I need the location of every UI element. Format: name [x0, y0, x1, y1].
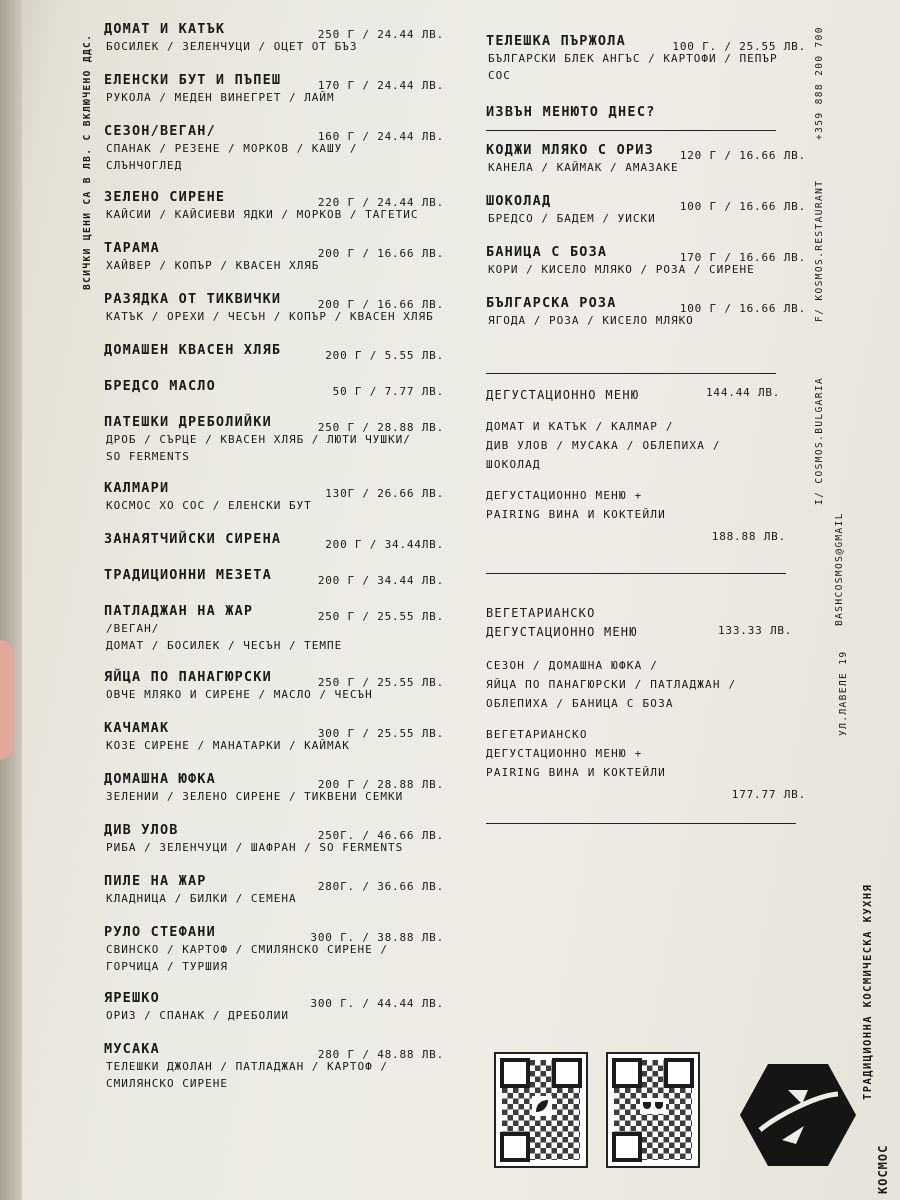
- item-price: 250 Г / 28.88 ЛВ.: [317, 421, 444, 434]
- item-price: 200 Г / 34.44ЛВ.: [325, 538, 444, 551]
- item-description: КОРИ / КИСЕЛО МЛЯКО / РОЗА / СИРЕНЕ: [488, 263, 755, 276]
- item-name: РУЛО СТЕФАНИ: [104, 924, 216, 940]
- veg-tasting-pairing-price: 177.77 ЛВ.: [731, 788, 806, 801]
- item-price: 280Г. / 36.66 ЛВ.: [317, 880, 444, 893]
- item-name: ДОМАШЕН КВАСЕН ХЛЯБ: [104, 342, 282, 358]
- text-line: ЯЙЦА ПО ПАНАГЮРСКИ / ПАТЛАДЖАН /: [486, 678, 737, 691]
- item-name: БАНИЦА С БОЗА: [486, 244, 608, 260]
- tasting-courses: [486, 417, 806, 474]
- text-line: ДИВ УЛОВ / МУСАКА / ОБЛЕПИХА /: [486, 439, 721, 452]
- item-name: ШОКОЛАД: [486, 193, 552, 209]
- item-price: 220 Г / 24.44 ЛВ.: [317, 196, 444, 209]
- item-name: ПАТЕШКИ ДРЕБОЛИЙКИ: [104, 414, 272, 430]
- menu-item: [104, 872, 444, 907]
- menu-item: [486, 192, 806, 227]
- text-line: ДЕГУСТАЦИОННО МЕНЮ +: [486, 747, 643, 760]
- item-description: SO FERMENTS: [106, 450, 190, 463]
- kosmos-logo: [738, 1060, 858, 1170]
- phone: +359 888 200 700: [814, 26, 825, 140]
- item-price: 200 Г / 28.88 ЛВ.: [317, 778, 444, 791]
- item-name: БРЕДСО МАСЛО: [104, 378, 216, 394]
- item-name: КОДЖИ МЛЯКО С ОРИЗ: [486, 142, 654, 158]
- item-description: СЛЪНЧОГЛЕД: [106, 159, 183, 172]
- right-column: [486, 32, 806, 834]
- menu-item: [104, 530, 444, 551]
- menu-item: [104, 20, 444, 55]
- qr-finder: [552, 1058, 582, 1088]
- item-price: 200 Г / 5.55 ЛВ.: [325, 349, 444, 362]
- menu-item: [104, 821, 444, 856]
- item-price: 170 Г / 24.44 ЛВ.: [317, 79, 444, 92]
- item-name: КАЧАМАК: [104, 720, 170, 736]
- item-name: ПАТЛАДЖАН НА ЖАР: [104, 603, 254, 619]
- menu-item: [104, 239, 444, 274]
- item-description: КОСМОС ХО СОС / ЕЛЕНСКИ БУТ: [106, 499, 312, 512]
- menu-item: [104, 290, 444, 325]
- vat-note: ВСИЧКИ ЦЕНИ СА В ЛВ. С ВКЛЮЧЕНО ДДС.: [82, 33, 93, 290]
- menu-item: [104, 566, 444, 587]
- menu-item: [486, 141, 806, 176]
- text-line: PAIRING ВИНА И КОКТЕЙЛИ: [486, 766, 666, 779]
- item-description: ОВЧЕ МЛЯКО И СИРЕНЕ / МАСЛО / ЧЕСЪН: [106, 688, 373, 701]
- item-description: СОС: [488, 69, 511, 82]
- item-price: 200 Г / 16.66 ЛВ.: [317, 247, 444, 260]
- item-name: ТАРАМА: [104, 240, 160, 256]
- tasting-price: 144.44 ЛВ.: [706, 386, 781, 399]
- item-price: 250 Г / 25.55 ЛВ.: [317, 676, 444, 689]
- item-description: КОЗЕ СИРЕНЕ / МАНАТАРКИ / КАЙМАК: [106, 739, 350, 752]
- divider: [486, 573, 786, 574]
- item-name: КАЛМАРИ: [104, 480, 170, 496]
- menu-item: [104, 377, 444, 398]
- veg-tasting-price: 133.33 ЛВ.: [718, 624, 793, 637]
- specials-heading: ИЗВЪН МЕНЮТО ДНЕС?: [486, 104, 656, 120]
- item-price: 250 Г / 24.44 ЛВ.: [317, 28, 444, 41]
- item-description: СПАНАК / РЕЗЕНЕ / МОРКОВ / КАШУ /: [106, 142, 358, 155]
- item-price: 300 Г / 25.55 ЛВ.: [317, 727, 444, 740]
- veg-tasting-menu: [486, 604, 806, 801]
- item-description: КАТЪК / ОРЕХИ / ЧЕСЪН / КОПЪР / КВАСЕН ХЛЯБ: [106, 310, 434, 323]
- brand-name: КОСМОС: [876, 1144, 890, 1194]
- divider: [486, 130, 776, 131]
- menu-item: [104, 770, 444, 805]
- qr-finder: [500, 1058, 530, 1088]
- item-price: 100 Г. / 25.55 ЛВ.: [672, 40, 806, 53]
- qr-finder: [612, 1058, 642, 1088]
- tagline: ТРАДИЦИОННА КОСМИЧЕСКА КУХНЯ: [862, 883, 874, 1100]
- item-description: ЗЕЛЕНИИ / ЗЕЛЕНО СИРЕНЕ / ТИКВЕНИ СЕМКИ: [106, 790, 404, 803]
- tasting-pairing-price: 188.88 ЛВ.: [711, 530, 786, 543]
- leaf-icon: [532, 1096, 552, 1116]
- menu-item: [104, 602, 444, 654]
- item-description: ХАЙВЕР / КОПЪР / КВАСЕН ХЛЯБ: [106, 259, 320, 272]
- menu-item: [104, 1040, 444, 1092]
- menu-item: [486, 243, 806, 278]
- veg-tasting-courses: [486, 656, 806, 713]
- item-price: 250Г. / 46.66 ЛВ.: [317, 829, 444, 842]
- text-line: ДЕГУСТАЦИОННО МЕНЮ +: [486, 489, 643, 502]
- item-name: ДОМАТ И КАТЪК: [104, 21, 226, 37]
- main-dishes-column: [104, 20, 444, 1106]
- item-name: ДИВ УЛОВ: [104, 822, 179, 838]
- text-line: ШОКОЛАД: [486, 458, 541, 471]
- item-name: ЕЛЕНСКИ БУТ И ПЪПЕШ: [104, 72, 282, 88]
- instagram-handle: I/ COSMOS.BULGARIA: [814, 376, 825, 505]
- item-name: ТЕЛЕШКА ПЪРЖОЛА: [486, 33, 626, 49]
- menu-item: [104, 341, 444, 362]
- item-description: СМИЛЯНСКО СИРЕНЕ: [106, 1077, 228, 1090]
- item-name: ЗАНАЯТЧИЙСКИ СИРЕНА: [104, 531, 282, 547]
- item-description: ОРИЗ / СПАНАК / ДРЕБОЛИИ: [106, 1009, 289, 1022]
- item-price: 50 Г / 7.77 ЛВ.: [332, 385, 444, 398]
- item-description: КАЙСИИ / КАЙСИЕВИ ЯДКИ / МОРКОВ / ТАГЕТИС: [106, 208, 419, 221]
- tasting-pairing: [486, 486, 806, 524]
- text-line: ДОМАТ И КАТЪК / КАЛМАР /: [486, 420, 674, 433]
- item-price: 100 Г / 16.66 ЛВ.: [679, 302, 806, 315]
- qr-code[interactable]: [494, 1052, 588, 1168]
- menu-item: [104, 413, 444, 465]
- divider: [486, 823, 796, 824]
- menu-item: [104, 923, 444, 975]
- item-price: 300 Г. / 44.44 ЛВ.: [310, 997, 444, 1010]
- item-description: КАНЕЛА / КАЙМАК / АМАЗАКЕ: [488, 161, 679, 174]
- item-name: БЪЛГАРСКА РОЗА: [486, 295, 617, 311]
- item-price: 170 Г / 16.66 ЛВ.: [679, 251, 806, 264]
- item-description: ДОМАТ / БОСИЛЕК / ЧЕСЪН / ТЕМПЕ: [106, 639, 343, 652]
- wine-icon: [640, 1098, 666, 1114]
- menu-item: [104, 188, 444, 223]
- qr-finder: [612, 1132, 642, 1162]
- item-name: ДОМАШНА ЮФКА: [104, 771, 216, 787]
- menu-item: [104, 479, 444, 514]
- menu-item: [486, 294, 806, 329]
- item-description: /ВЕГАН/: [106, 622, 160, 635]
- menu-item: [486, 32, 806, 84]
- tasting-menu: [486, 384, 806, 543]
- item-description: СВИНСКО / КАРТОФ / СМИЛЯНСКО СИРЕНЕ /: [106, 943, 389, 956]
- menu-item: [104, 719, 444, 754]
- item-name: МУСАКА: [104, 1041, 160, 1057]
- thumb: [0, 640, 14, 760]
- item-description: БОСИЛЕК / ЗЕЛЕНЧУЦИ / ОЦЕТ ОТ БЪЗ: [106, 40, 358, 53]
- item-price: 130Г / 26.66 ЛВ.: [325, 487, 444, 500]
- email: BASHCOSMOS@GMAIL: [834, 512, 845, 626]
- facebook-handle: F/ KOSMOS.RESTAURANT: [814, 179, 825, 322]
- page-edge-shadow: [0, 0, 22, 1200]
- item-description: ЯГОДА / РОЗА / КИСЕЛО МЛЯКО: [488, 314, 694, 327]
- item-price: 200 Г / 16.66 ЛВ.: [317, 298, 444, 311]
- item-name: ТРАДИЦИОННИ МЕЗЕТА: [104, 567, 272, 583]
- item-price: 160 Г / 24.44 ЛВ.: [317, 130, 444, 143]
- item-description: РУКОЛА / МЕДЕН ВИНЕГРЕТ / ЛАЙМ: [106, 91, 335, 104]
- item-price: 300 Г. / 38.88 ЛВ.: [310, 931, 444, 944]
- tasting-title: ДЕГУСТАЦИОННО МЕНЮ: [486, 388, 640, 402]
- divider: [486, 373, 776, 374]
- item-description: ТЕЛЕШКИ ДЖОЛАН / ПАТЛАДЖАН / КАРТОФ /: [106, 1060, 389, 1073]
- text-line: ВЕГЕТАРИАНСКО: [486, 728, 588, 741]
- text-line: ДЕГУСТАЦИОННО МЕНЮ: [486, 625, 638, 639]
- text-line: PAIRING ВИНА И КОКТЕЙЛИ: [486, 508, 666, 521]
- item-price: 280 Г / 48.88 ЛВ.: [317, 1048, 444, 1061]
- item-description: ДРОБ / СЪРЦЕ / КВАСЕН ХЛЯБ / ЛЮТИ ЧУШКИ/: [106, 433, 411, 446]
- veg-tasting-pairing: [486, 725, 806, 782]
- menu-item: [104, 668, 444, 703]
- item-price: 120 Г / 16.66 ЛВ.: [679, 149, 806, 162]
- item-description: КЛАДНИЦА / БИЛКИ / СЕМЕНА: [106, 892, 297, 905]
- menu-item: [104, 122, 444, 174]
- item-price: 250 Г / 25.55 ЛВ.: [317, 610, 444, 623]
- menu-item: [104, 989, 444, 1024]
- text-line: ОБЛЕПИХА / БАНИЦА С БОЗА: [486, 697, 674, 710]
- text-line: СЕЗОН / ДОМАШНА ЮФКА /: [486, 659, 659, 672]
- item-name: РАЗЯДКА ОТ ТИКВИЧКИ: [104, 291, 282, 307]
- item-name: ЯЙЦА ПО ПАНАГЮРСКИ: [104, 669, 272, 685]
- text-line: ВЕГЕТАРИАНСКО: [486, 606, 596, 620]
- item-name: ЗЕЛЕНО СИРЕНЕ: [104, 189, 226, 205]
- item-description: РИБА / ЗЕЛЕНЧУЦИ / ШАФРАН / SO FERMENTS: [106, 841, 404, 854]
- item-name: СЕЗОН/ВЕГАН/: [104, 123, 216, 139]
- item-price: 100 Г / 16.66 ЛВ.: [679, 200, 806, 213]
- item-name: ПИЛЕ НА ЖАР: [104, 873, 207, 889]
- qr-finder: [664, 1058, 694, 1088]
- item-price: 200 Г / 34.44 ЛВ.: [317, 574, 444, 587]
- item-description: БЪЛГАРСКИ БЛЕК АНГЪС / КАРТОФИ / ПЕПЪР: [488, 52, 778, 65]
- qr-code[interactable]: [606, 1052, 700, 1168]
- address: УЛ.ЛАВЕЛЕ 19: [838, 650, 849, 736]
- menu-item: [104, 71, 444, 106]
- item-description: БРЕДСО / БАДЕМ / УИСКИ: [488, 212, 656, 225]
- item-description: ГОРЧИЦА / ТУРШИЯ: [106, 960, 228, 973]
- qr-finder: [500, 1132, 530, 1162]
- item-name: ЯРЕШКО: [104, 990, 160, 1006]
